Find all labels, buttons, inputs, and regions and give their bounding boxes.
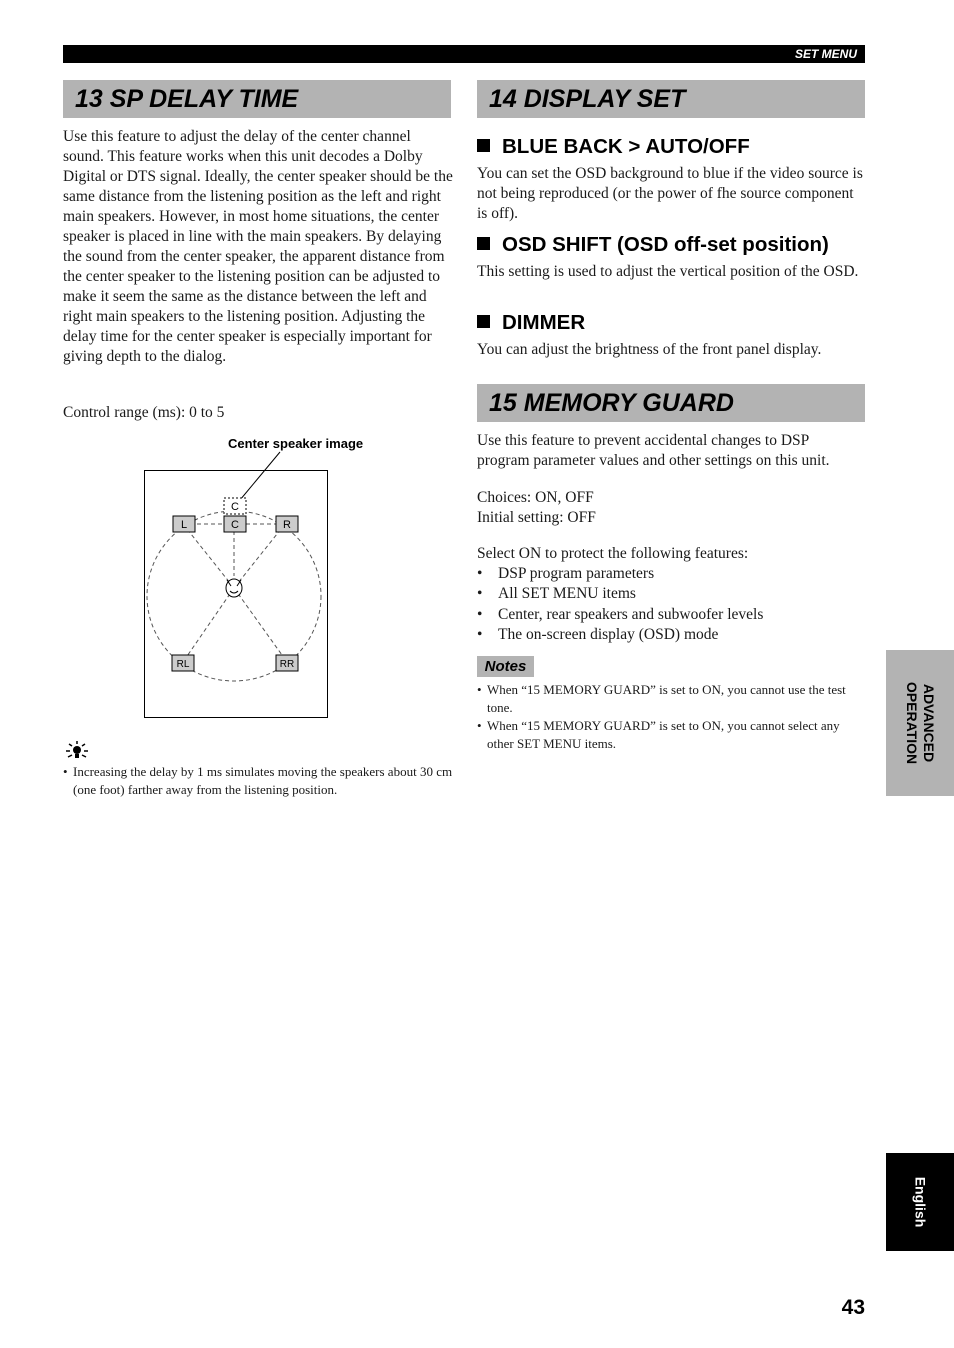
protected-features-list [477, 564, 865, 645]
osd-shift-body: This setting is used to adjust the vertical position of the OSD. [477, 263, 859, 280]
tip-list [63, 763, 453, 799]
memory-guard-initial: Initial setting: OFF [477, 509, 596, 526]
notes-label: Notes [477, 656, 534, 677]
speaker-layout-diagram [140, 448, 340, 723]
note-item: • When “15 MEMORY GUARD” is set to ON, you cannot select any other SET MENU items. [477, 717, 867, 753]
note-item: • When “15 MEMORY GUARD” is set to ON, you cannot use the test tone. [477, 681, 867, 717]
advanced-tab-line2: OPERATION [904, 681, 920, 765]
right-speaker-label: R [283, 519, 291, 531]
sp-delay-title: 13 SP DELAY TIME [63, 80, 451, 118]
list-item: • Center, rear speakers and subwoofer levels [477, 605, 865, 625]
header-bar [63, 45, 865, 63]
list-item: • All SET MENU items [477, 584, 865, 604]
language-tab-label: English [912, 1176, 929, 1228]
center-speaker-image-caption: Center speaker image [228, 436, 364, 451]
section-label: SET MENU [794, 47, 857, 61]
square-bullet-icon [477, 237, 490, 250]
tip-item: • Increasing the delay by 1 ms simulates moving the speakers about 30 cm (one foot) farther away from the listening position. [63, 763, 453, 799]
blue-back-heading: BLUE BACK > AUTO/OFF [477, 135, 750, 159]
center-image-label: C [231, 501, 239, 513]
blue-back-body: You can set the OSD background to blue if the video source is not being reproduced (or the power of fhe source component is off). [477, 165, 863, 222]
notes-list [477, 681, 867, 753]
display-set-title: 14 DISPLAY SET [477, 80, 865, 118]
listener-icon [226, 579, 242, 597]
advanced-tab-line1: ADVANCED [921, 683, 937, 763]
left-speaker-label: L [180, 519, 188, 531]
control-range: Control range (ms): 0 to 5 [63, 404, 225, 421]
square-bullet-icon [477, 315, 490, 328]
center-speaker-label: C [231, 519, 239, 531]
page-number: 43 [841, 1296, 865, 1319]
lightbulb-tip-icon [64, 740, 90, 760]
square-bullet-icon [477, 139, 490, 152]
list-item: • DSP program parameters [477, 564, 865, 584]
memory-guard-title: 15 MEMORY GUARD [477, 384, 865, 422]
rear-right-speaker-label: RR [279, 659, 295, 670]
memory-guard-select-on: Select ON to protect the following features: [477, 545, 749, 562]
osd-shift-heading: OSD SHIFT (OSD off-set position) [477, 233, 829, 257]
rear-left-speaker-label: RL [176, 659, 190, 670]
memory-guard-intro: Use this feature to prevent accidental changes to DSP program parameter values and other settings on this unit. [477, 432, 830, 469]
dimmer-body: You can adjust the brightness of the front panel display. [477, 341, 822, 358]
memory-guard-choices: Choices: ON, OFF [477, 489, 594, 506]
sp-delay-body: Use this feature to adjust the delay of the center channel sound. This feature works when this unit decodes a Dolby Digital or DTS signal. Ideally, the center speaker should be the same distance from the listening position as the left and right main speakers. However, in most home situations, the center speaker is placed in line with the main speakers. By delaying the sound from the center speaker, the apparent distance from the center speaker to the listening position can be adjusted to make it seem the same as the distance between the left and right main speakers to the listening position. Adjusting the delay time for the center speaker is especially important for giving depth to the dialog. [63, 128, 453, 365]
advanced-operation-tab [886, 650, 954, 796]
language-tab [886, 1153, 954, 1251]
list-item: • The on-screen display (OSD) mode [477, 625, 865, 645]
dimmer-heading: DIMMER [477, 311, 585, 335]
